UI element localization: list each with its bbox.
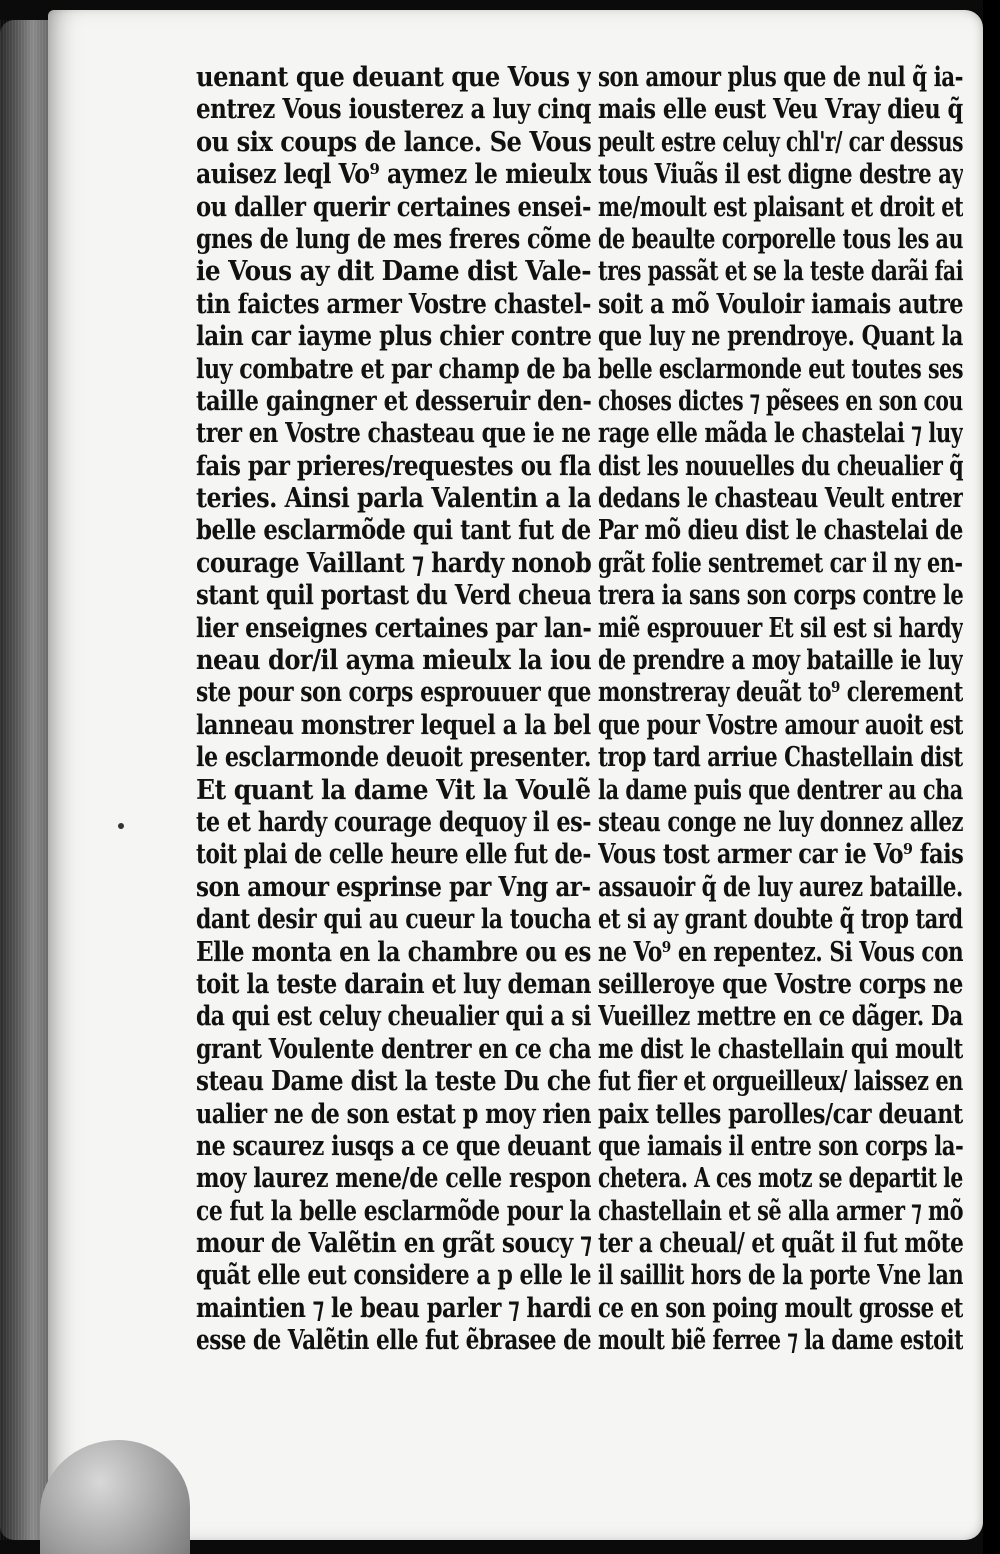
text-line: tres passãt et se la teste darãi fai [598, 256, 963, 288]
text-line: teries. Ainsi parla Valentin a la [196, 483, 591, 515]
text-line: le esclarmonde deuoit presenter. [196, 742, 591, 774]
text-line: ne scaurez iusqs a ce que deuant [196, 1130, 591, 1162]
text-line: lanneau monstrer lequel a la bel [196, 709, 591, 741]
text-line: miẽ esprouuer Et sil est si hardy [598, 612, 963, 644]
text-line: steau conge ne luy donnez allez [598, 806, 963, 838]
text-line: mais elle eust Veu Vray dieu q̃ [598, 94, 963, 126]
text-line: ste pour son corps esprouuer que [196, 677, 591, 709]
ink-speck [118, 823, 124, 829]
text-line: steau Dame dist la teste Du che [196, 1066, 591, 1098]
text-line: la dame puis que dentrer au cha [598, 774, 963, 806]
text-line: choses dictes ⁊ pẽsees en son cou [598, 385, 963, 417]
text-line: gnes de lung de mes freres cõme [196, 223, 591, 255]
text-line: il saillit hors de la porte Vne lan [598, 1260, 963, 1292]
text-line: entrez Vous iousterez a luy cinq [196, 94, 591, 126]
text-line: lain car iayme plus chier contre [196, 321, 591, 353]
text-line: toit la teste darain et luy deman [196, 968, 591, 1000]
text-line: rage elle mãda le chastelai ⁊ luy [598, 418, 963, 450]
text-line: chastellain et sẽ alla armer ⁊ mõ [598, 1195, 963, 1227]
text-line: Et quant la dame Vit la Voulẽ [196, 774, 591, 806]
text-line: trera ia sans son corps contre le [598, 580, 963, 612]
text-line: neau dor/il ayma mieulx la iou [196, 645, 591, 677]
text-line: son amour esprinse par Vng ar‑ [196, 871, 591, 903]
text-line: te et hardy courage dequoy il es‑ [196, 806, 591, 838]
text-line: Elle monta en la chambre ou es [196, 936, 591, 968]
text-line: ie Vous ay dit Dame dist Vale‑ [196, 256, 591, 288]
text-line: belle esclarmonde eut toutes ses [598, 353, 963, 385]
text-line: Vous tost armer car ie Vo⁹ fais [598, 839, 963, 871]
text-line: grant Voulente dentrer en ce cha [196, 1033, 591, 1065]
text-line: uenant que deuant que Vous y [196, 62, 591, 93]
text-line: da qui est celuy cheualier qui a si [196, 1001, 591, 1033]
text-line: de prendre a moy bataille ie luy [598, 645, 963, 677]
text-line: toit plai de celle heure elle fut de‑ [196, 839, 591, 871]
text-line: son amour plus que de nul q̃ ia‑ [598, 62, 963, 93]
text-line: courage Vaillant ⁊ hardy nonob [196, 547, 591, 579]
text-line: dant desir qui au cueur la toucha [196, 904, 591, 936]
text-line: ou six coups de lance. Se Vous [196, 126, 591, 158]
text-line: tin faictes armer Vostre chastel‑ [196, 288, 591, 320]
text-line: dist les nouuelles du cheualier q̃ [598, 450, 963, 482]
text-line: Vueillez mettre en ce dãger. Da [598, 1001, 963, 1033]
text-line: me/moult est plaisant et droit et [598, 191, 963, 223]
text-line: dedans le chasteau Veult entrer [598, 483, 963, 515]
text-line: trer en Vostre chasteau que ie ne [196, 418, 591, 450]
page-border-shadow [983, 0, 1000, 1554]
text-line: peult estre celuy chl'r/ car dessus [598, 126, 963, 158]
text-line: stant quil portast du Verd cheua [196, 580, 591, 612]
text-line: auisez leql Vo⁹ aymez le mieulx [196, 159, 591, 191]
text-line: taille gaingner et desseruir den‑ [196, 385, 591, 417]
text-line: moy laurez mene/de celle respon [196, 1163, 591, 1195]
text-line: ce en son poing moult grosse et [598, 1292, 963, 1324]
text-line: ou daller querir certaines ensei‑ [196, 191, 591, 223]
text-line: ualier ne de son estat p moy rien [196, 1098, 591, 1130]
text-line: fais par prieres/requestes ou fla [196, 450, 591, 482]
text-column-right [598, 62, 963, 1358]
text-line: tous Viuãs il est digne destre ay [598, 159, 963, 191]
text-line: maintien ⁊ le beau parler ⁊ hardi [196, 1292, 591, 1324]
text-line: belle esclarmõde qui tant fut de [196, 515, 591, 547]
text-line: me dist le chastellain qui moult [598, 1033, 963, 1065]
text-line: mour de Valẽtin en grãt soucy ⁊ [196, 1228, 591, 1260]
text-line: fut fier et orgueilleux/ laissez en [598, 1066, 963, 1098]
text-line: que pour Vostre amour auoit est [598, 709, 963, 741]
text-line: soit a mõ Vouloir iamais autre [598, 288, 963, 320]
text-line: seilleroye que Vostre corps ne [598, 968, 963, 1000]
text-line: lier enseignes certaines par lan‑ [196, 612, 591, 644]
text-line: chetera. A ces motz se departit le [598, 1163, 963, 1195]
text-line: que luy ne prendroye. Quant la [598, 321, 963, 353]
text-line: assauoir q̃ de luy aurez bataille. [598, 871, 963, 903]
text-line: paix telles parolles/car deuant [598, 1098, 963, 1130]
text-line: quãt elle eut considere a p elle le [196, 1260, 591, 1292]
text-line: que iamais il entre son corps la‑ [598, 1130, 963, 1162]
text-line: ne Vo⁹ en repentez. Si Vous con [598, 936, 963, 968]
text-line: trop tard arriue Chastellain dist [598, 742, 963, 774]
text-line: ter a cheual/ et quãt il fut mõte [598, 1228, 963, 1260]
text-line: esse de Valẽtin elle fut ẽbrasee de [196, 1325, 591, 1357]
text-line: et si ay grant doubte q̃ trop tard [598, 904, 963, 936]
text-line: moult biẽ ferree ⁊ la dame estoit [598, 1325, 963, 1357]
text-line: monstreray deuãt to⁹ clerement [598, 677, 963, 709]
text-line: luy combatre et par champ de ba [196, 353, 591, 385]
text-line: grãt folie sentremet car il ny en‑ [598, 547, 963, 579]
text-column-left [196, 62, 591, 1358]
text-line: ce fut la belle esclarmõde pour la [196, 1195, 591, 1227]
text-line: de beaulte corporelle tous les au [598, 223, 963, 255]
text-line: Par mõ dieu dist le chastelai de [598, 515, 963, 547]
